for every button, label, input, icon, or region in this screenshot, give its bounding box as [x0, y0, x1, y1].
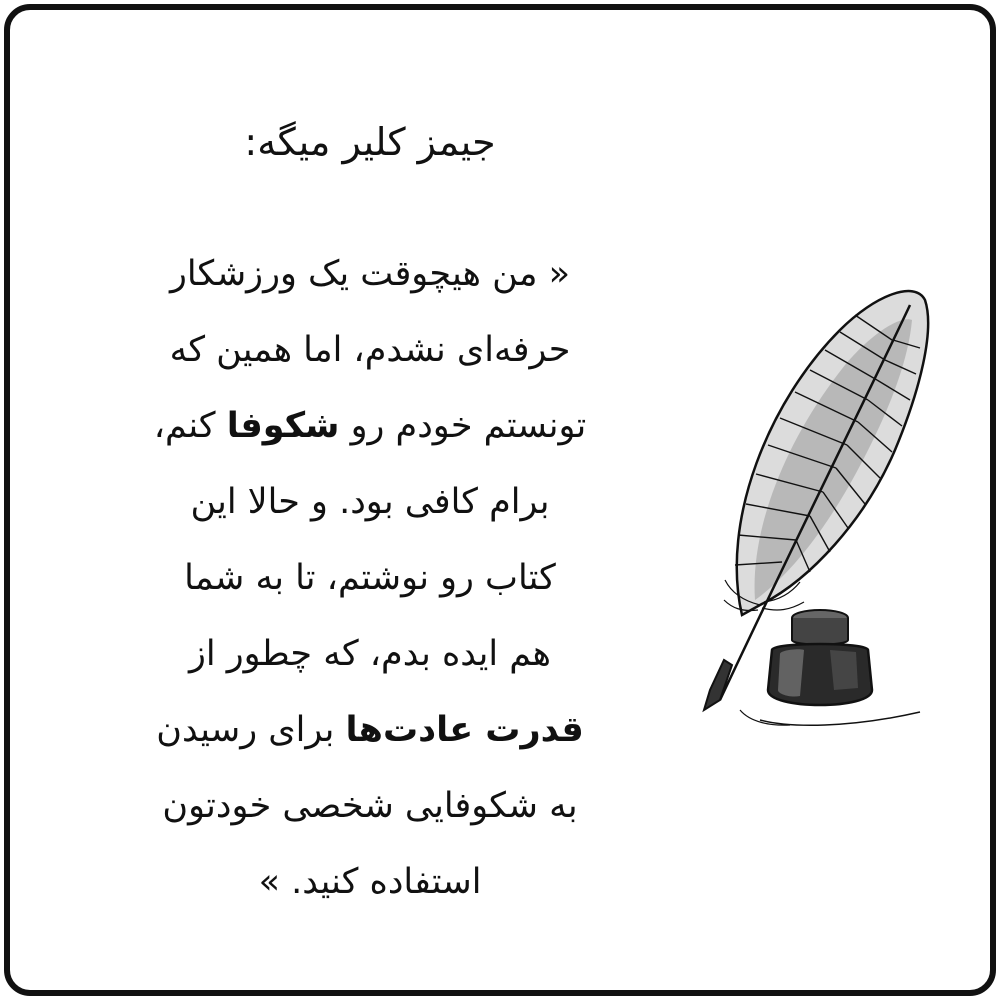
quote-line: حرفه‌ای نشدم، اما همین که: [169, 330, 571, 370]
quote-emphasis: شکوفا: [226, 406, 340, 446]
quill-inkwell-icon: [680, 270, 940, 750]
quote-emphasis: قدرت عادت‌ها: [345, 710, 584, 750]
quote-line: برام کافی بود. و حالا این: [190, 482, 550, 522]
quote-line: [80, 388, 660, 464]
quote-segment: تونستم خودم رو: [339, 406, 587, 446]
inkwell-icon: [740, 610, 920, 725]
quote-line: هم ایده بدم، که چطور از: [188, 634, 551, 674]
quote-line: استفاده کنید. »: [258, 862, 482, 902]
quote-text: [80, 236, 660, 920]
quote-line: [80, 692, 660, 768]
quote-line: کتاب رو نوشتم، تا به شما: [184, 558, 556, 598]
quote-line: « من هیچوقت یک ورزشکار: [169, 254, 571, 294]
quote-card: [4, 4, 996, 996]
quote-heading: جیمز کلیر میگه:: [244, 120, 496, 164]
quote-segment: برای رسیدن: [156, 710, 346, 750]
quote-line: به شکوفایی شخصی خودتون: [162, 786, 578, 826]
quote-segment: کنم،: [153, 406, 227, 446]
